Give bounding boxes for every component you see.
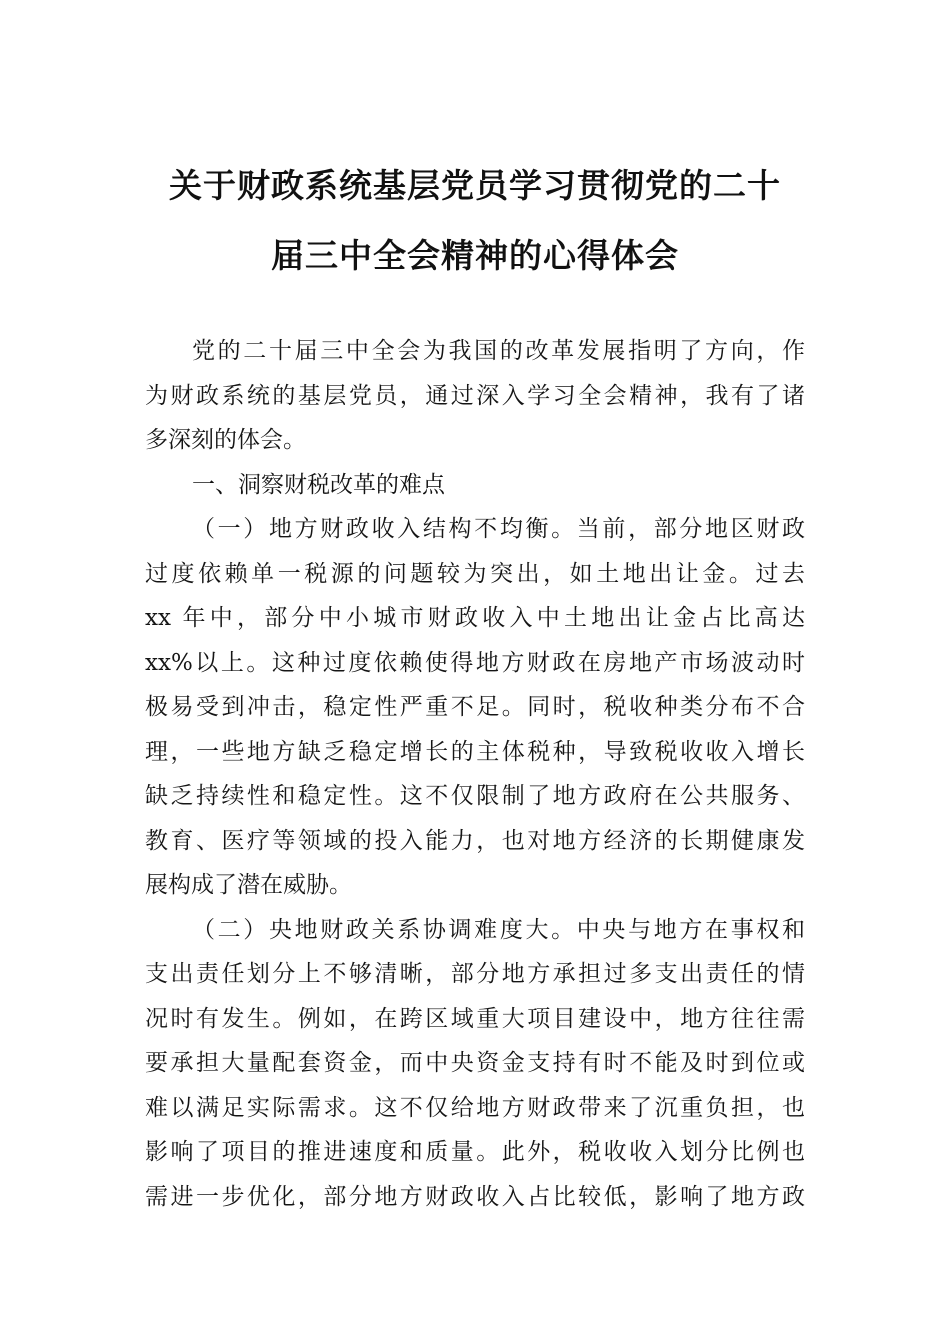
para1-line-3: xx 年中，部分中小城市财政收入中土地出让金占比高达 <box>145 605 805 631</box>
para2-line-7: 需进一步优化，部分地方财政收入占比较低，影响了地方政 <box>145 1184 805 1210</box>
para2-line-3: 况时有发生。例如，在跨区域重大项目建设中，地方往往需 <box>145 1006 805 1032</box>
para2-line-6: 影响了项目的推进速度和质量。此外，税收收入划分比例也 <box>145 1139 805 1165</box>
para2-line-4: 要承担大量配套资金，而中央资金支持有时不能及时到位或 <box>145 1050 805 1076</box>
intro-line-2: 为财政系统的基层党员，通过深入学习全会精神，我有了诸 <box>145 383 805 409</box>
intro-line-3: 多深刻的体会。 <box>145 427 306 453</box>
para2-line-2: 支出责任划分上不够清晰，部分地方承担过多支出责任的情 <box>145 961 805 987</box>
para1-line-6: 理，一些地方缺乏稳定增长的主体税种，导致税收收入增长 <box>145 739 805 765</box>
para1-line-4: xx%以上。这种过度依赖使得地方财政在房地产市场波动时 <box>145 650 805 676</box>
intro-line-1: 党的二十届三中全会为我国的改革发展指明了方向，作 <box>192 338 805 364</box>
para1-line-1: （一）地方财政收入结构不均衡。当前，部分地区财政 <box>192 516 805 542</box>
para1-line-2: 过度依赖单一税源的问题较为突出，如土地出让金。过去 <box>145 561 805 587</box>
para1-line-5: 极易受到冲击，稳定性严重不足。同时，税收种类分布不合 <box>145 694 805 720</box>
para1-line-8: 教育、医疗等领域的投入能力，也对地方经济的长期健康发 <box>145 828 805 854</box>
section-heading-1: 一、洞察财税改革的难点 <box>192 472 445 498</box>
document-title-line-1: 关于财政系统基层党员学习贯彻党的二十 <box>169 166 781 205</box>
para1-line-7: 缺乏持续性和稳定性。这不仅限制了地方政府在公共服务、 <box>145 783 805 809</box>
para2-line-1: （二）央地财政关系协调难度大。中央与地方在事权和 <box>192 917 805 943</box>
para1-line-9: 展构成了潜在威胁。 <box>145 872 352 898</box>
para2-line-5: 难以满足实际需求。这不仅给地方财政带来了沉重负担，也 <box>145 1095 805 1121</box>
document-title-line-2: 届三中全会精神的心得体会 <box>271 236 679 275</box>
